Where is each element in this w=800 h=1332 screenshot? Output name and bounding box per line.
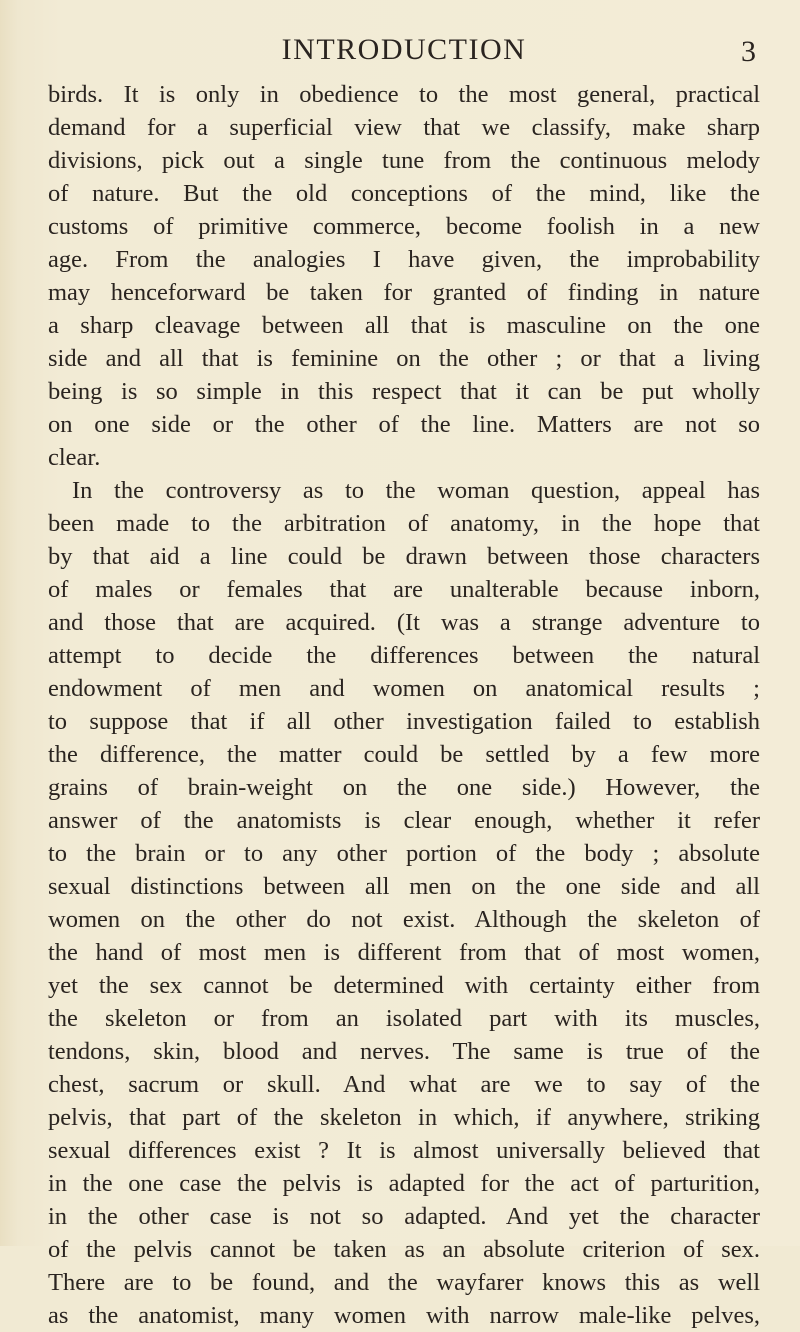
text-line: endowment of men and women on anatomical results ;	[48, 675, 760, 702]
text-line: in the other case is not so adapted. And yet the character	[48, 1203, 760, 1230]
text-line: clear.	[48, 444, 101, 471]
text-line: in the one case the pelvis is adapted for the act of parturition,	[48, 1170, 760, 1197]
text-line: may henceforward be taken for granted of finding in nature	[48, 279, 760, 306]
text-line: to the brain or to any other portion of the body ; absolute	[48, 840, 760, 867]
text-line: as the anatomist, many women with narrow male-like pelves,	[48, 1302, 760, 1329]
running-head	[48, 30, 760, 70]
text-line: being is so simple in this respect that it can be put wholly	[48, 378, 760, 405]
text-line: of the pelvis cannot be taken as an absolute criterion of sex.	[48, 1236, 760, 1263]
text-line: and those that are acquired. (It was a strange adventure to	[48, 609, 760, 636]
text-line: chest, sacrum or skull. And what are we to say of the	[48, 1071, 760, 1098]
text-line: customs of primitive commerce, become foolish in a new	[48, 213, 760, 240]
text-line: tendons, skin, blood and nerves. The same is true of the	[48, 1038, 760, 1065]
text-line: grains of brain-weight on the one side.) However, the	[48, 774, 760, 801]
text-line: by that aid a line could be drawn between those characters	[48, 543, 760, 570]
text-line: a sharp cleavage between all that is masculine on the one	[48, 312, 760, 339]
text-line: answer of the anatomists is clear enough, whether it refer	[48, 807, 760, 834]
text-line: of nature. But the old conceptions of the mind, like the	[48, 180, 760, 207]
text-line: to suppose that if all other investigation failed to establish	[48, 708, 760, 735]
text-line: side and all that is feminine on the other ; or that a living	[48, 345, 760, 372]
chapter-title: INTRODUCTION	[281, 33, 527, 66]
text-line: birds. It is only in obedience to the most general, practical	[48, 81, 760, 108]
text-line: divisions, pick out a single tune from the continuous melody	[48, 147, 760, 174]
text-line: the hand of most men is different from that of most women,	[48, 939, 760, 966]
text-line: pelvis, that part of the skeleton in which, if anywhere, striking	[48, 1104, 760, 1131]
text-line: of males or females that are unalterable because inborn,	[48, 576, 760, 603]
text-line: There are to be found, and the wayfarer knows this as well	[48, 1269, 760, 1296]
text-line: the skeleton or from an isolated part with its muscles,	[48, 1005, 760, 1032]
text-line: sexual distinctions between all men on the one side and all	[48, 873, 760, 900]
text-line: on one side or the other of the line. Matters are not so	[48, 411, 760, 438]
text-line: sexual differences exist ? It is almost universally believed that	[48, 1137, 760, 1164]
text-line: been made to the arbitration of anatomy, in the hope that	[48, 510, 760, 537]
text-line: demand for a superficial view that we classify, make sharp	[48, 114, 760, 141]
text-line: the difference, the matter could be settled by a few more	[48, 741, 760, 768]
text-line: women on the other do not exist. Although the skeleton of	[48, 906, 760, 933]
page-number: 3	[741, 35, 756, 68]
text-line: attempt to decide the differences between the natural	[48, 642, 760, 669]
text-line: age. From the analogies I have given, the improbability	[48, 246, 760, 273]
text-line: yet the sex cannot be determined with certainty either from	[48, 972, 760, 999]
body-text	[48, 78, 760, 1332]
text-line: In the controversy as to the woman question, appeal has	[72, 477, 760, 504]
